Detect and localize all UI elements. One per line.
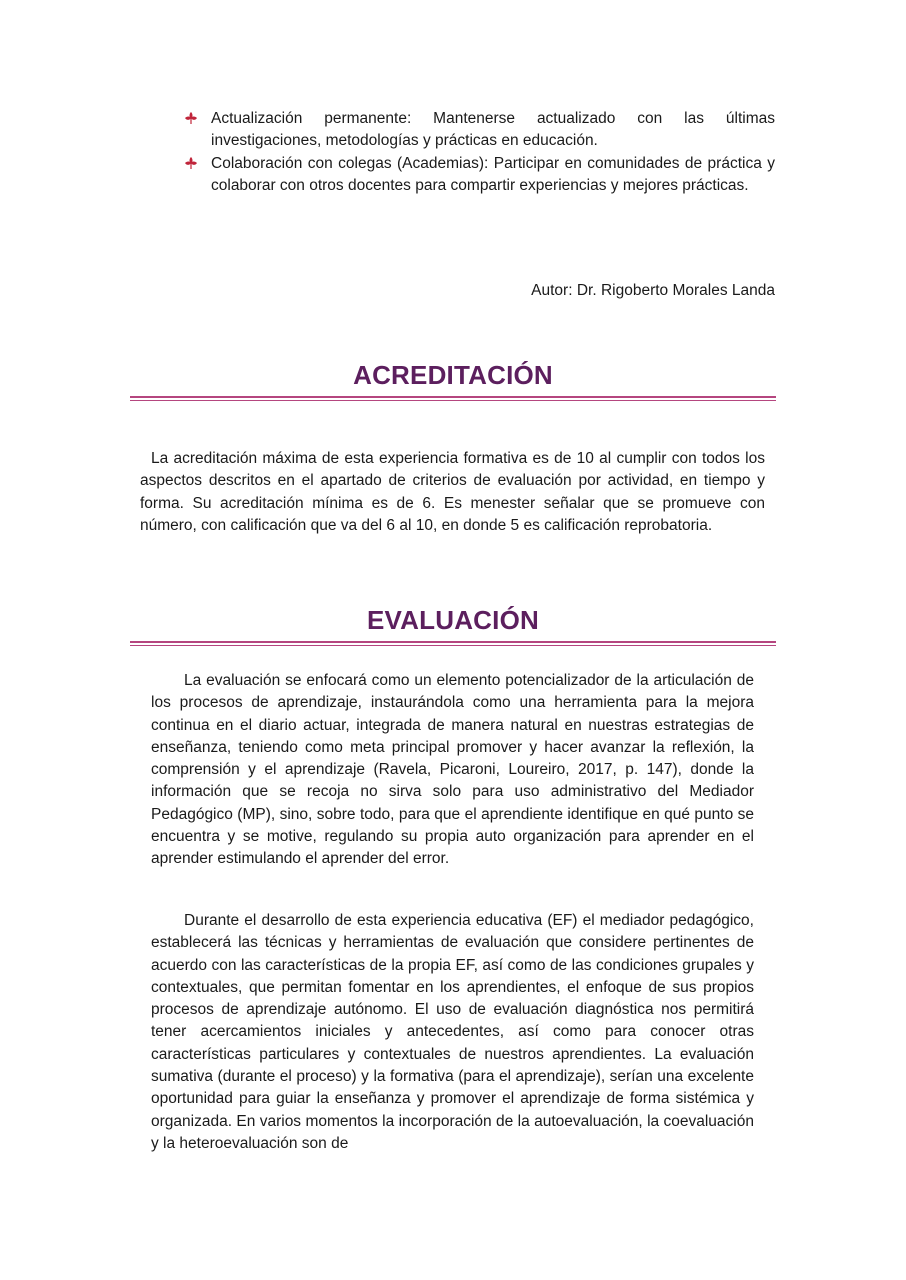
evaluacion-paragraph-1: La evaluación se enfocará como un elemento potencializador de la articulación de los procesos de aprendizaje, instaurándola como una herramienta para la mejora continua en el diario actuar, integrada de manera natural en nuestras estrategias de enseñanza, teniendo como meta principal promover y hacer avanzar la reflexión, la comprensión y el aprendizaje (Ravela, Picaroni, Loureiro, 2017, p. 147), donde la información que se recoja no sirva solo para uso administrativo del Mediador Pedagógico (MP), sino, sobre todo, para que el aprendiente identifique en qué punto se encuentra y se motive, regulando su propia auto organización para aprender en el aprender estimulando el aprender del error. [151,672,754,868]
bullet-text: Actualización permanente: Mantenerse actualizado con las últimas investigaciones, metodologías y prácticas en educación. [211,110,775,150]
section-divider [130,641,776,646]
evaluacion-paragraph-2: Durante el desarrollo de esta experiencia educativa (EF) el mediador pedagógico, establecerá las técnicas y herramientas de evaluación que considere pertinentes de acuerdo con las características de la propia EF, así como de las condiciones grupales y contextuales, que permitan fomentar en los aprendientes, el enfoque de sus propios procesos de aprendizaje autónomo. El uso de evaluación diagnóstica nos permitirá tener acercamientos iniciales y antecedentes, así como para conocer otras características particulares y contextuales de nuestros aprendientes. La evaluación sumativa (durante el proceso) y la formativa (para el aprendizaje), serían una excelente oportunidad para guiar la enseñanza y promover el aprendizaje de forma sistémica y organizada. En varios momentos la incorporación de la autoevaluación, la coevaluación y la heteroevaluación son de [151,912,754,1152]
list-item [184,108,775,153]
flower-bullet-icon [184,111,198,125]
bullet-text: Colaboración con colegas (Academias): Participar en comunidades de práctica y colaborar con otros docentes para compartir experiencias y mejores prácticas. [211,154,775,194]
flower-bullet-icon [184,156,198,170]
acreditacion-paragraph: La acreditación máxima de esta experiencia formativa es de 10 al cumplir con todos los aspectos descritos en el apartado de criterios de evaluación por actividad, en tiempo y forma. Su acreditación mínima es de 6. Es menester señalar que se promueve con número, con calificación que va del 6 al 10, en donde 5 es calificación reprobatoria. [140,450,765,534]
section-divider [130,396,776,401]
section-title-acreditacion: ACREDITACIÓN [353,360,553,390]
section-title-evaluacion: EVALUACIÓN [367,605,539,635]
author-line: Autor: Dr. Rigoberto Morales Landa [531,282,775,299]
list-item [184,153,775,198]
bullet-list [184,108,775,197]
